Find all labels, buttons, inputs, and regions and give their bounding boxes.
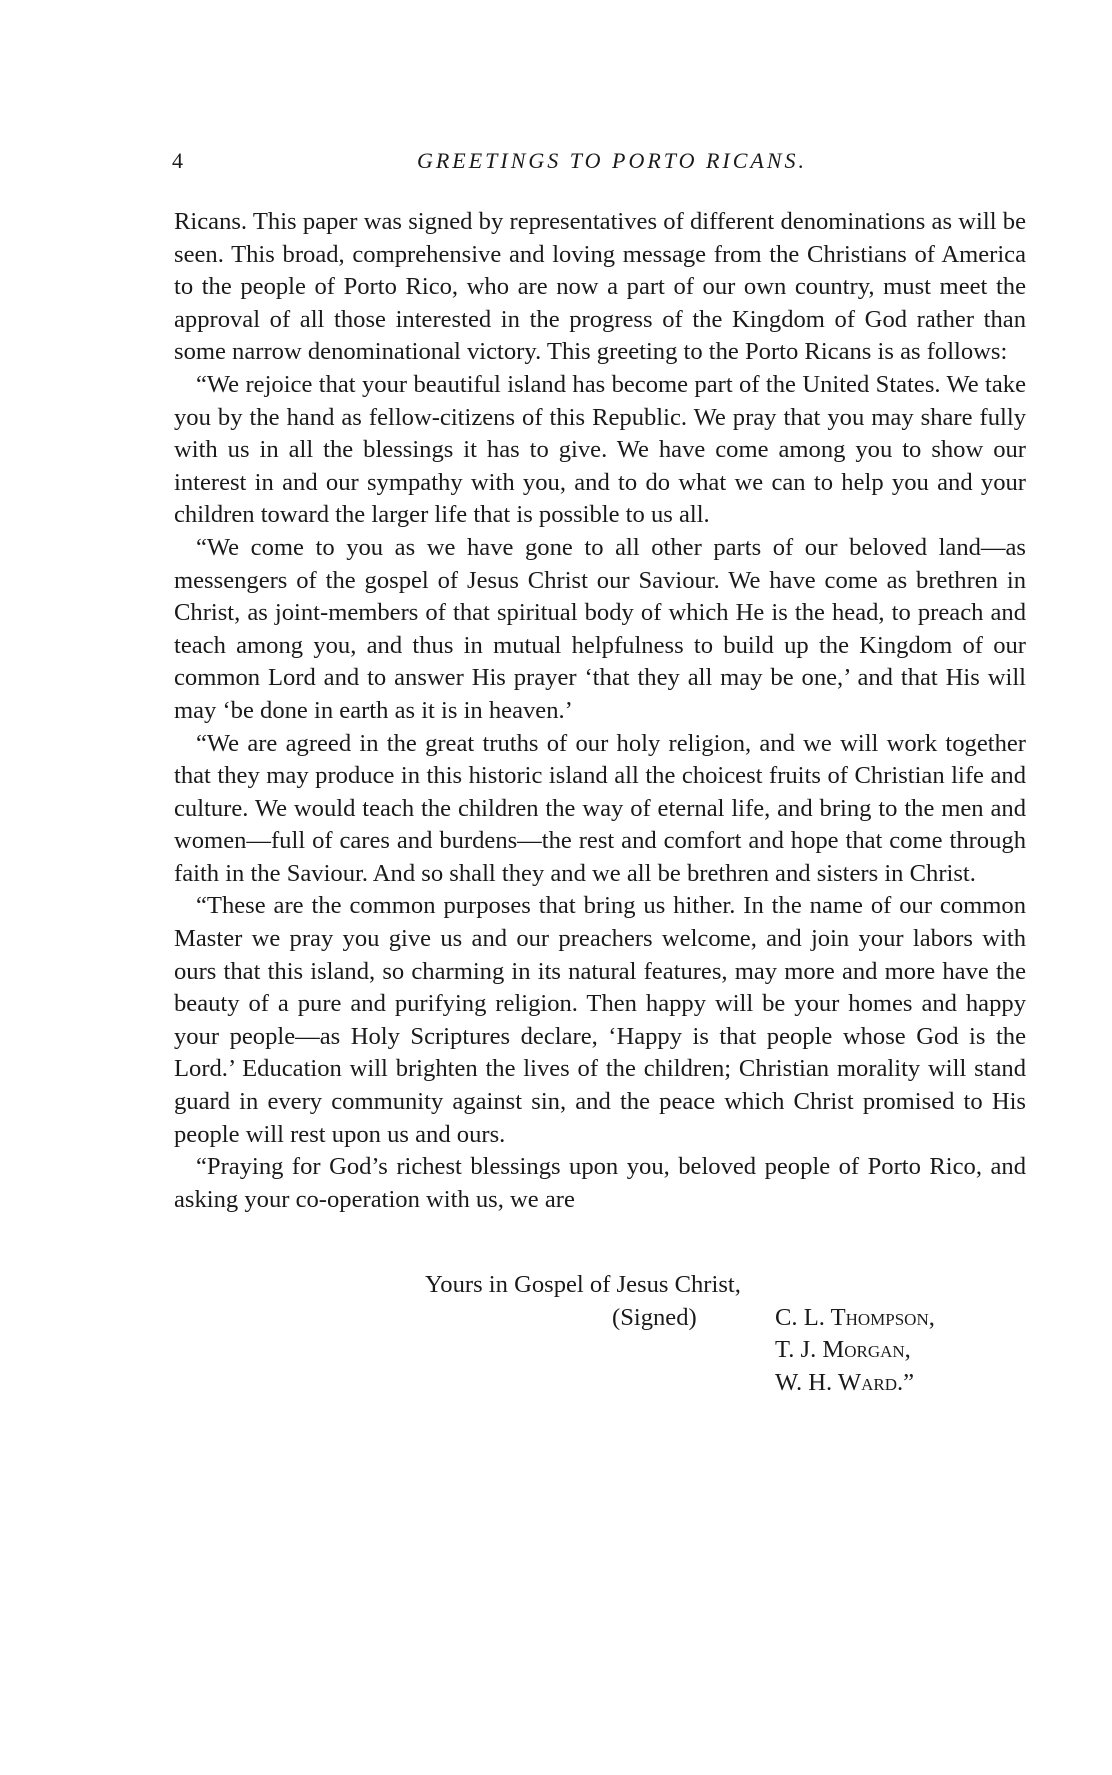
page-number: 4 <box>172 148 183 173</box>
paragraph-intro: Ricans. This paper was signed by representatives of different denominations as will be seen. This broad, comprehensive and loving message from the Christians of America to the people of Porto Rico, who are now a part of our own country, must meet the approval of all those interested in the progress of the Kingdom of God rather than some narrow denominational victory. This greeting to the Porto Ricans is as follows: <box>174 208 1026 366</box>
paragraph-greeting-4: “These are the common purposes that bring us hither. In the name of our common Master we pray you give us and our preachers welcome, and join your labors with ours that this island, so charming in its natural features, may more and more have the beauty of a pure and purifying religion. Then happy will be your homes and happy your people—as Holy Scriptures declare, ‘Happy is that people whose God is the Lord.’ Education will brighten the lives of the children; Christian morality will stand guard in every community against sin, and the peace which Christ promised to His people will rest upon us and ours. <box>174 892 1026 1148</box>
salutation: Yours in Gospel of Jesus Christ, <box>425 1271 741 1298</box>
body-text <box>174 206 1026 1216</box>
paragraph-greeting-2: “We come to you as we have gone to all other parts of our beloved land—as messengers of the gospel of Jesus Christ our Saviour. We have come as brethren in Christ, as joint-members of that spiritual body of which He is the head, to preach and teach among you, and thus in mutual helpfulness to build up the Kingdom of our common Lord and to answer His prayer ‘that they all may be one,’ and that His will may ‘be done in earth as it is in heaven.’ <box>174 533 1026 724</box>
paragraph-greeting-5: “Praying for God’s richest blessings upon you, beloved people of Porto Rico, and asking your co-operation with us, we are <box>174 1153 1026 1213</box>
signed-label: (Signed) <box>612 1303 697 1331</box>
paragraph-greeting-3: “We are agreed in the great truths of our holy religion, and we will work together that they may produce in this historic island all the choicest fruits of Christian life and culture. We would teach the children the way of eternal life, and bring to the men and women—full of cares and burdens—the rest and comfort and hope that come through faith in the Saviour. And so shall they and we all be brethren and sisters in Christ. <box>174 729 1026 887</box>
signatory-1: C. L. Thompson, <box>775 1303 935 1331</box>
signatory-3: W. H. Ward.” <box>775 1368 915 1396</box>
page-header <box>172 148 1028 182</box>
running-title: GREETINGS TO PORTO RICANS. <box>416 148 808 173</box>
signatory-2: T. J. Morgan, <box>775 1336 911 1364</box>
paragraph-greeting-1: “We rejoice that your beautiful island has become part of the United States. We take you by the hand as fellow-citizens of this Republic. We pray that you may share fully with us in all the blessings it has to give. We have come among you to show our interest in and our sympathy with you, and to do what we can to help you and your children toward the larger life that is possible to us all. <box>174 370 1026 529</box>
